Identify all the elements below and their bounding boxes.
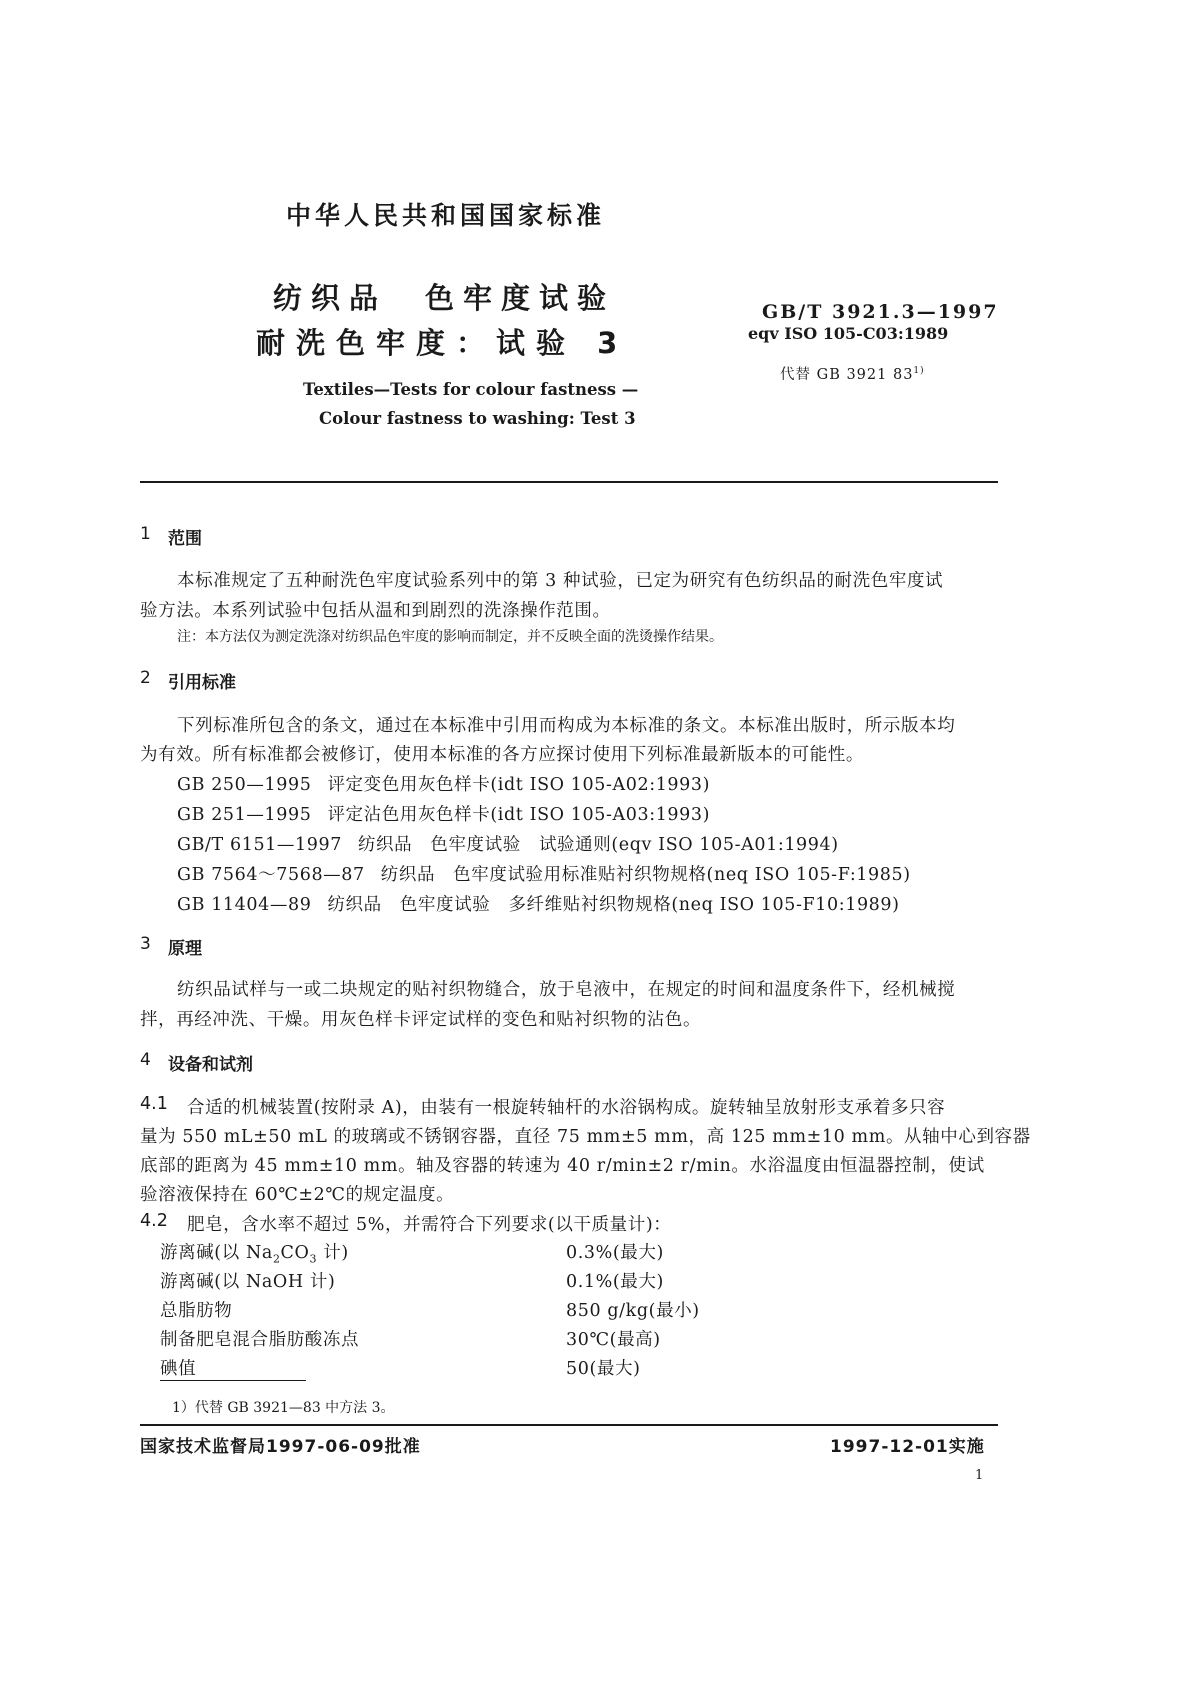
section-3-para-line2: 拌，再经冲洗、干燥。用灰色样卡评定试样的变色和贴衬织物的沾色。 — [140, 1010, 702, 1030]
reference-item: GB 11404—89 纺织品 色牢度试验 多纤维贴衬织物规格(neq ISO 105-F10:1989) — [177, 895, 900, 915]
effective-date: 1997-12-01实施 — [830, 1437, 985, 1457]
soap-requirement-value: 850 g/kg(最小) — [566, 1301, 700, 1321]
section-4-2-intro: 肥皂，含水率不超过 5%，并需符合下列要求(以干质量计)： — [187, 1215, 672, 1235]
page-number: 1 — [975, 1468, 984, 1483]
section-3-para-line1: 纺织品试样与一或二块规定的贴衬织物缝合，放于皂液中，在规定的时间和温度条件下，经机械搅 — [177, 980, 956, 1000]
standard-number: GB/T 3921.3—1997 — [762, 301, 999, 323]
header-divider — [140, 481, 998, 483]
reference-item: GB 7564～7568—87 纺织品 色牢度试验用标准贴衬织物规格(neq ISO 105-F:1985) — [177, 865, 911, 885]
footnote: 1）代替 GB 3921—83 中方法 3。 — [172, 1400, 395, 1416]
section-4-1-number: 4.1 — [140, 1094, 168, 1114]
section-2-number: 2 — [140, 668, 151, 688]
title-en-line1: Textiles—Tests for colour fastness — — [303, 380, 639, 399]
section-1-number: 1 — [140, 524, 151, 544]
section-4-1-line2: 量为 550 mL±50 mL 的玻璃或不锈钢容器，直径 75 mm±5 mm，高 125 mm±10 mm。从轴中心到容器 — [140, 1127, 1031, 1147]
title-zh-line2: 耐洗色牢度：试验 3 — [256, 326, 629, 360]
section-4-number: 4 — [140, 1050, 151, 1070]
soap-requirement-item: 制备肥皂混合脂肪酸冻点 — [160, 1330, 360, 1350]
section-1-note: 注：本方法仅为测定洗涤对纺织品色牢度的影响而制定，并不反映全面的洗烫操作结果。 — [177, 629, 723, 645]
national-standard-title: 中华人民共和国国家标准 — [286, 201, 606, 230]
section-2-title: 引用标准 — [168, 673, 236, 693]
soap-requirement-item: 游离碱(以 NaOH 计) — [160, 1272, 336, 1292]
replaces-standard: 代替 GB 3921 83$^{1)}$ — [780, 366, 925, 383]
soap-requirement-value: 30℃(最高) — [566, 1330, 661, 1350]
reference-list — [177, 770, 911, 920]
reference-item: GB 251—1995 评定沾色用灰色样卡(idt ISO 105-A03:1993) — [177, 805, 711, 825]
soap-requirement-item: 总脂肪物 — [160, 1301, 233, 1321]
soap-requirement-value: 50(最大) — [566, 1359, 641, 1379]
soap-requirement-item: 碘值 — [160, 1359, 197, 1379]
reference-item: GB/T 6151—1997 纺织品 色牢度试验 试验通则(eqv ISO 105-A01:1994) — [177, 835, 839, 855]
section-4-1-line4: 验溶液保持在 60℃±2℃的规定温度。 — [140, 1185, 455, 1205]
section-1-para-line2: 验方法。本系列试验中包括从温和到剧烈的洗涤操作范围。 — [140, 601, 611, 621]
soap-requirement-value: 0.1%(最大) — [566, 1272, 664, 1292]
section-4-title: 设备和试剂 — [168, 1055, 253, 1075]
section-4-1-line1: 合适的机械装置(按附录 A)，由装有一根旋转轴杆的水浴锅构成。旋转轴呈放射形支承着多只容 — [187, 1098, 946, 1118]
section-2-para-line2: 为有效。所有标准都会被修订，使用本标准的各方应探讨使用下列标准最新版本的可能性。 — [140, 745, 864, 765]
replaces-footnote-mark: 1) — [913, 366, 925, 377]
reference-item: GB 250—1995 评定变色用灰色样卡(idt ISO 105-A02:1993) — [177, 775, 711, 795]
section-3-title: 原理 — [168, 939, 202, 959]
section-4-1-line3: 底部的距离为 45 mm±10 mm。轴及容器的转速为 40 r/min±2 r/min。水浴温度由恒温器控制，使试 — [140, 1156, 985, 1176]
section-4-2-number: 4.2 — [140, 1211, 168, 1231]
title-zh-line1: 纺织品 色牢度试验 — [273, 281, 616, 315]
equivalent-standard: eqv ISO 105-C03:1989 — [748, 324, 949, 343]
footnote-divider — [160, 1380, 306, 1381]
soap-requirement-item: 游离碱(以 $Na_2CO_3$ 计) — [160, 1243, 349, 1266]
footer-divider — [140, 1424, 998, 1426]
title-en-line2: Colour fastness to washing: Test 3 — [319, 409, 636, 428]
soap-requirement-value: 0.3%(最大) — [566, 1243, 664, 1263]
section-2-para-line1: 下列标准所包含的条文，通过在本标准中引用而构成为本标准的条文。本标准出版时，所示版本均 — [177, 716, 956, 736]
section-1-para-line1: 本标准规定了五种耐洗色牢度试验系列中的第 3 种试验，已定为研究有色纺织品的耐洗色牢度试 — [177, 571, 944, 591]
section-1-title: 范围 — [168, 529, 202, 549]
approval-date: 国家技术监督局1997-06-09批准 — [140, 1437, 421, 1457]
section-3-number: 3 — [140, 934, 151, 954]
